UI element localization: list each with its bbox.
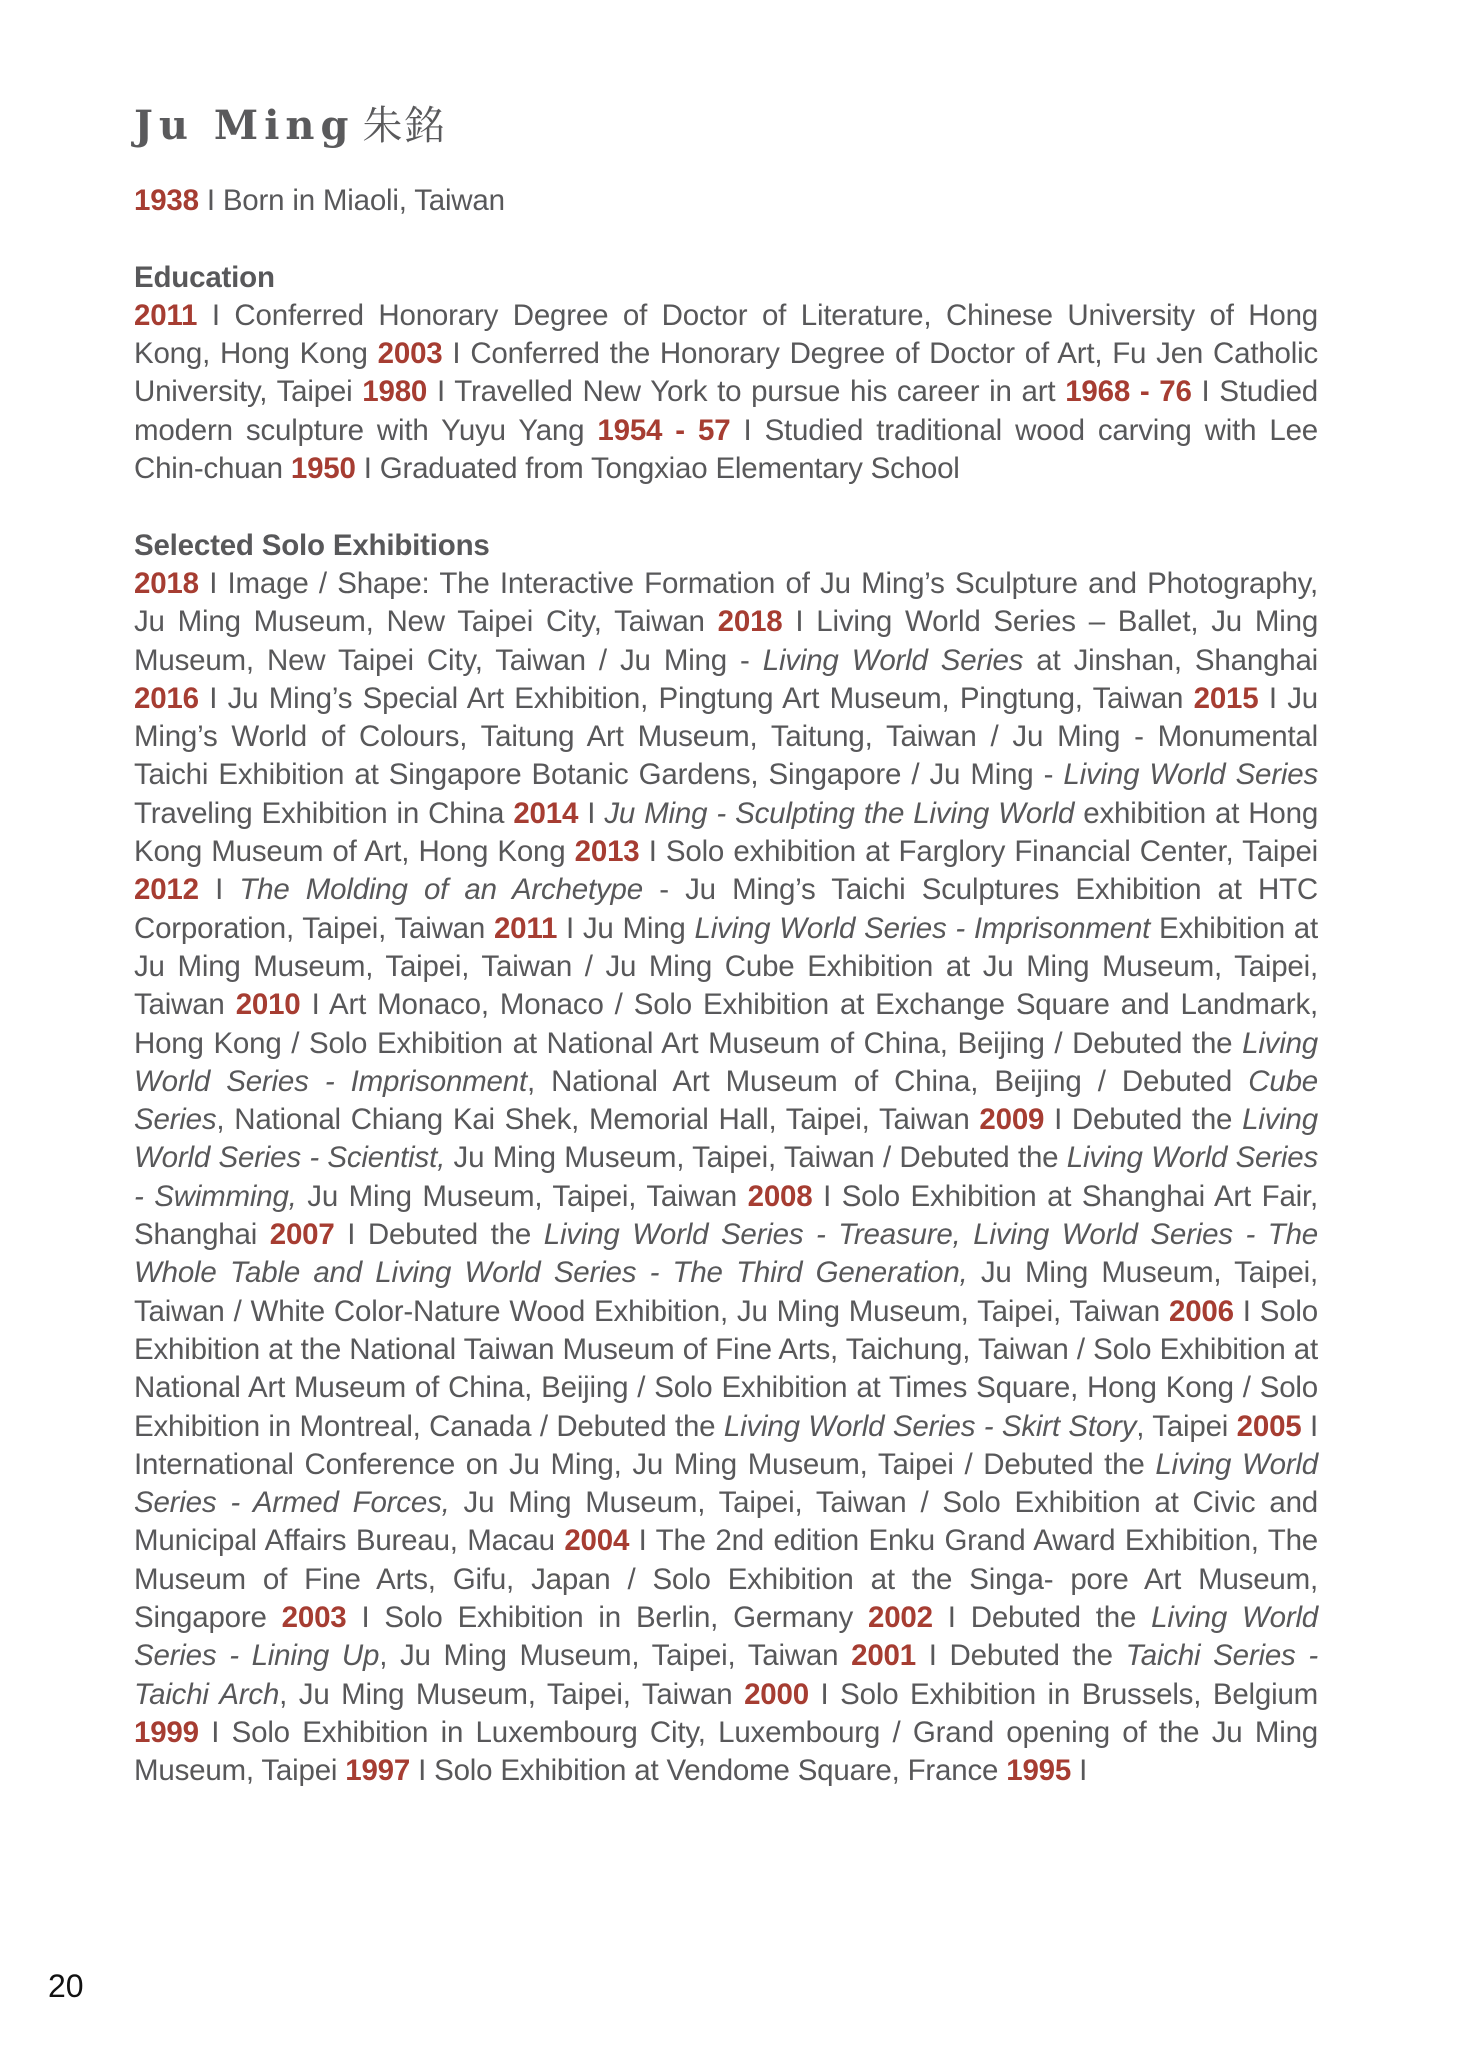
solo-exhibition-entry-text: - Ju Ming’s Taichi Sculptures Exhibition at HTC Corporation, Taipei, Taiwan xyxy=(134,873,1319,945)
solo-exhibition-entry xyxy=(282,1601,853,1634)
education-entry-text: Studied traditional wood carving with Lee Chin-chuan xyxy=(134,413,1319,486)
solo-exhibition-entry-text: Solo exhibition at Farglory Financial Center, Taipei xyxy=(665,835,1319,869)
solo-exhibition-entry-text: , Ju Ming Museum, Taipei, Taiwan xyxy=(279,1677,733,1711)
solo-exhibition-entry-title: Living World Series - Skirt Story xyxy=(723,1409,1137,1443)
separator: I xyxy=(1242,1294,1251,1328)
solo-exhibition-entry-text: International Conference on Ju Ming, Ju Ming Museum, Taipei / Debuted the xyxy=(134,1447,1156,1481)
solo-exhibition-entry-text: Traveling Exhibition in China xyxy=(134,796,505,830)
education-entry-text: Graduated from Tongxiao Elementary School xyxy=(379,452,960,486)
solo-exhibition-entry-year: 2003 xyxy=(281,1600,347,1634)
education-entry-year: 2003 xyxy=(377,337,443,371)
solo-exhibition-entry-text: Solo Exhibition in Berlin, Germany xyxy=(384,1600,854,1634)
separator: I xyxy=(1268,681,1277,715)
spacer xyxy=(134,220,1318,258)
separator: I xyxy=(436,375,445,409)
solo-exhibition-entry-text: Ju Ming Museum, Taipei, Taiwan / Solo Exhibition at Civic and Municipal Affairs Bureau, Macau xyxy=(134,1486,1318,1558)
separator: I xyxy=(795,605,804,639)
solo-exhibition-entry-year: 2001 xyxy=(851,1639,916,1673)
separator: I xyxy=(743,413,752,447)
solo-exhibition-entry-year: 2012 xyxy=(134,873,199,907)
education-entry-text: Travelled New York to pursue his career in art xyxy=(454,375,1056,409)
separator: I xyxy=(1201,375,1210,409)
solo-exhibitions-heading: Selected Solo Exhibitions xyxy=(134,528,490,562)
education-entry xyxy=(291,452,960,485)
solo-exhibitions-paragraph xyxy=(134,565,1318,1791)
separator: I xyxy=(1079,1754,1088,1788)
solo-exhibition-entry-year: 2006 xyxy=(1168,1294,1234,1328)
solo-exhibition-entry-year: 2005 xyxy=(1236,1409,1302,1443)
separator: I xyxy=(947,1600,956,1634)
solo-exhibition-entry-text: Art Monaco, Monaco / Solo Exhibition at Exchange Square and Landmark, Hong Kong / Solo Exhibition at National Art Museum of China, Beijing / Debuted the xyxy=(134,988,1319,1060)
solo-exhibition-entry-year: 2018 xyxy=(134,566,199,600)
solo-exhibition-entry-text: , Ju Ming Museum, Taipei, Taiwan xyxy=(379,1639,839,1673)
artist-name-chinese: 朱銘 xyxy=(362,103,447,149)
solo-exhibition-entry-text: The 2nd edition Enku Grand Award Exhibition, The Museum of Fine Arts, Gifu, Japan / Solo Exhibition at the Singa- pore Art Museum, Singapore xyxy=(134,1524,1318,1634)
biography-body xyxy=(134,182,1318,1790)
solo-exhibition-entry-text: Solo Exhibition at Shanghai Art Fair, Shanghai xyxy=(134,1179,1319,1252)
solo-exhibition-entry-text: Living World Series – Ballet, Ju Ming Museum, New Taipei City, Taiwan / Ju Ming - xyxy=(134,605,1319,677)
solo-exhibition-entry-text: Solo Exhibition in Luxembourg City, Luxembourg / Grand opening of the Ju Ming Museum, Taipei xyxy=(134,1715,1318,1788)
solo-exhibition-entry-text: Image / Shape: The Interactive Formation of Ju Ming’s Sculpture and Photography, Ju Ming Museum, New Taipei City, Taiwan xyxy=(134,566,1319,639)
solo-exhibition-entry-text: Solo Exhibition at the National Taiwan Museum of Fine Arts, Taichung, Taiwan / Solo Exhibition at National Art Museum of China, Beijing / Solo Exhibition at Times Square, Hong Kong / Solo Exhibition in Montreal, Canada / Debuted the xyxy=(134,1294,1318,1443)
education-entry xyxy=(362,375,1055,408)
solo-exhibition-entry-text: , National Art Museum of China, Beijing / Debuted xyxy=(526,1064,1249,1098)
solo-exhibition-entry-text: Debuted the xyxy=(970,1600,1152,1634)
education-paragraph xyxy=(134,297,1318,488)
solo-exhibition-entry-year: 2007 xyxy=(269,1218,335,1252)
solo-exhibition-entry-text: at Jinshan, Shanghai xyxy=(1023,643,1318,677)
separator: I xyxy=(1310,1409,1318,1443)
separator: I xyxy=(209,566,218,600)
solo-exhibition-entry-text: , Taipei xyxy=(1136,1409,1229,1443)
solo-exhibition-entry-text: Ju Ming Museum, Taipei, Taiwan / White Color-Nature Wood Exhibition, Ju Ming Museum, Taipei, Taiwan xyxy=(134,1256,1318,1328)
education-entry-text: Conferred the Honorary Degree of Doctor of Art, Fu Jen Catholic University, Taipei xyxy=(134,337,1319,409)
solo-exhibition-entry-year: 1997 xyxy=(345,1754,411,1788)
solo-exhibition-entry xyxy=(345,1754,998,1787)
solo-exhibition-entry-year: 2018 xyxy=(717,605,783,639)
education-entry-year: 2011 xyxy=(134,298,198,332)
solo-exhibition-entry-title: Ju Ming - Sculpting the Living World xyxy=(604,796,1075,830)
education-entry-year: 1968 - 76 xyxy=(1065,375,1192,409)
education-entry-year: 1950 xyxy=(290,452,356,486)
separator: I xyxy=(209,681,218,715)
solo-exhibition-entry-year: 2002 xyxy=(867,1600,933,1634)
solo-exhibition-entry-text: , National Chiang Kai Shek, Memorial Hall, Taipei, Taiwan xyxy=(216,1103,970,1137)
solo-exhibition-entry xyxy=(575,835,1318,868)
separator: I xyxy=(206,184,215,217)
separator: I xyxy=(418,1754,427,1788)
solo-exhibition-entry-text: Solo Exhibition at Vendome Square, France xyxy=(434,1754,999,1788)
solo-exhibition-entry-year: 2013 xyxy=(574,835,640,869)
separator: I xyxy=(928,1639,937,1673)
solo-exhibition-entry xyxy=(134,1218,1318,1328)
artist-name: Ju Ming xyxy=(134,102,355,149)
solo-exhibition-entry-year: 2015 xyxy=(1193,681,1259,715)
separator: I xyxy=(211,1715,220,1749)
solo-exhibition-entry-title: The Molding of an Archetype xyxy=(239,873,643,907)
education-entry-text: Studied modern sculpture with Yuyu Yang xyxy=(134,375,1319,447)
solo-exhibition-entry-year: 1999 xyxy=(134,1715,199,1749)
education-entry-text: Conferred Honorary Degree of Doctor of Literature, Chinese University of Hong Kong, Hong Kong xyxy=(134,298,1319,371)
separator: I xyxy=(648,835,657,869)
spacer xyxy=(134,488,1318,526)
solo-exhibition-entry-text: Exhibition at Ju Ming Museum, Taipei, Taiwan / Ju Ming Cube Exhibition at Ju Ming Museum, Taipei, Taiwan xyxy=(134,911,1318,1022)
page-title xyxy=(134,96,446,156)
solo-exhibition-entry-title: Living World Series xyxy=(1063,758,1318,792)
solo-exhibition-entry-text: exhibition at Hong Kong Museum of Art, Hong Kong xyxy=(134,796,1319,869)
solo-exhibition-entry-title: Living World Series - Lining Up xyxy=(134,1600,1319,1673)
birth-year: 1938 xyxy=(134,184,199,217)
solo-exhibition-entry-text: Ju Ming Museum, Taipei, Taiwan xyxy=(296,1179,737,1213)
separator: I xyxy=(823,1179,832,1213)
solo-exhibition-entry-title: Living World Series xyxy=(762,643,1024,677)
solo-exhibition-entry-text: Ju Ming’s Special Art Exhibition, Pingtung Art Museum, Pingtung, Taiwan xyxy=(227,681,1184,715)
separator: I xyxy=(638,1524,647,1558)
solo-exhibition-entry-text: Ju Ming xyxy=(582,911,695,945)
solo-exhibition-entry-year: 2016 xyxy=(134,681,199,715)
solo-exhibition-entry-year: 2004 xyxy=(564,1524,630,1558)
separator: I xyxy=(361,1600,370,1634)
solo-exhibition-entry-title: Living World Series - Imprisonment xyxy=(694,911,1151,945)
solo-exhibition-entry-title: Living World Series - Armed Forces, xyxy=(134,1447,1318,1520)
separator: I xyxy=(566,911,575,945)
solo-exhibition-entry-year: 2010 xyxy=(235,988,301,1022)
solo-exhibition-entry xyxy=(134,682,1183,715)
solo-exhibition-entry xyxy=(744,1678,1318,1711)
birth-line xyxy=(134,182,1318,220)
solo-exhibition-entry-title: Living World Series - Scientist, xyxy=(134,1103,1318,1175)
solo-exhibition-entry-year: 2008 xyxy=(747,1179,813,1213)
solo-exhibition-entry-year: 2014 xyxy=(513,796,579,830)
separator: I xyxy=(1054,1103,1063,1137)
page-number: 20 xyxy=(48,1968,84,2004)
solo-exhibition-entry-title: Living World Series - Treasure, Living World Series - The Whole Table and Living World Series - The Third Generation, xyxy=(134,1218,1318,1290)
solo-exhibition-entry-text: Debuted the xyxy=(1071,1103,1243,1137)
separator: I xyxy=(452,337,461,371)
solo-exhibition-entry-title: Living World Series - Imprisonment xyxy=(134,1026,1318,1098)
separator: I xyxy=(820,1677,829,1711)
solo-exhibition-entry-title: Living World Series - Swimming, xyxy=(134,1141,1318,1213)
separator: I xyxy=(587,796,596,830)
solo-exhibition-entry-text: Debuted the xyxy=(367,1218,544,1252)
solo-exhibition-entry-title: Cube Series xyxy=(134,1064,1318,1137)
solo-exhibition-entry xyxy=(1006,1754,1087,1787)
solo-exhibition-entry-text: Ju Ming’s World of Colours, Taitung Art Museum, Taitung, Taiwan / Ju Ming - Monumental Taichi Exhibition at Singapore Botanic Gardens, Singapore / Ju Ming - xyxy=(134,681,1319,792)
solo-exhibition-entry-text: Ju Ming Museum, Taipei, Taiwan / Debuted the xyxy=(445,1141,1067,1175)
birth-text: Born in Miaoli, Taiwan xyxy=(222,184,505,217)
solo-exhibition-entry-year: 1995 xyxy=(1006,1754,1072,1788)
solo-exhibition-entry-text: Solo Exhibition in Brussels, Belgium xyxy=(840,1677,1319,1711)
solo-exhibition-entry-year: 2011 xyxy=(493,911,558,945)
education-entry-year: 1954 - 57 xyxy=(597,413,731,447)
separator: I xyxy=(363,452,372,486)
solo-exhibition-entry-text: Debuted the xyxy=(949,1639,1126,1673)
solo-exhibition-entry-year: 2009 xyxy=(979,1103,1045,1137)
education-entry-year: 1980 xyxy=(362,375,428,409)
solo-exhibition-entry-year: 2000 xyxy=(744,1677,809,1711)
solo-exhibition-entry-title: Taichi Series - Taichi Arch xyxy=(134,1639,1318,1711)
education-heading: Education xyxy=(134,260,275,294)
separator: I xyxy=(215,873,224,907)
separator: I xyxy=(347,1218,356,1252)
separator: I xyxy=(311,988,320,1022)
separator: I xyxy=(211,298,220,332)
